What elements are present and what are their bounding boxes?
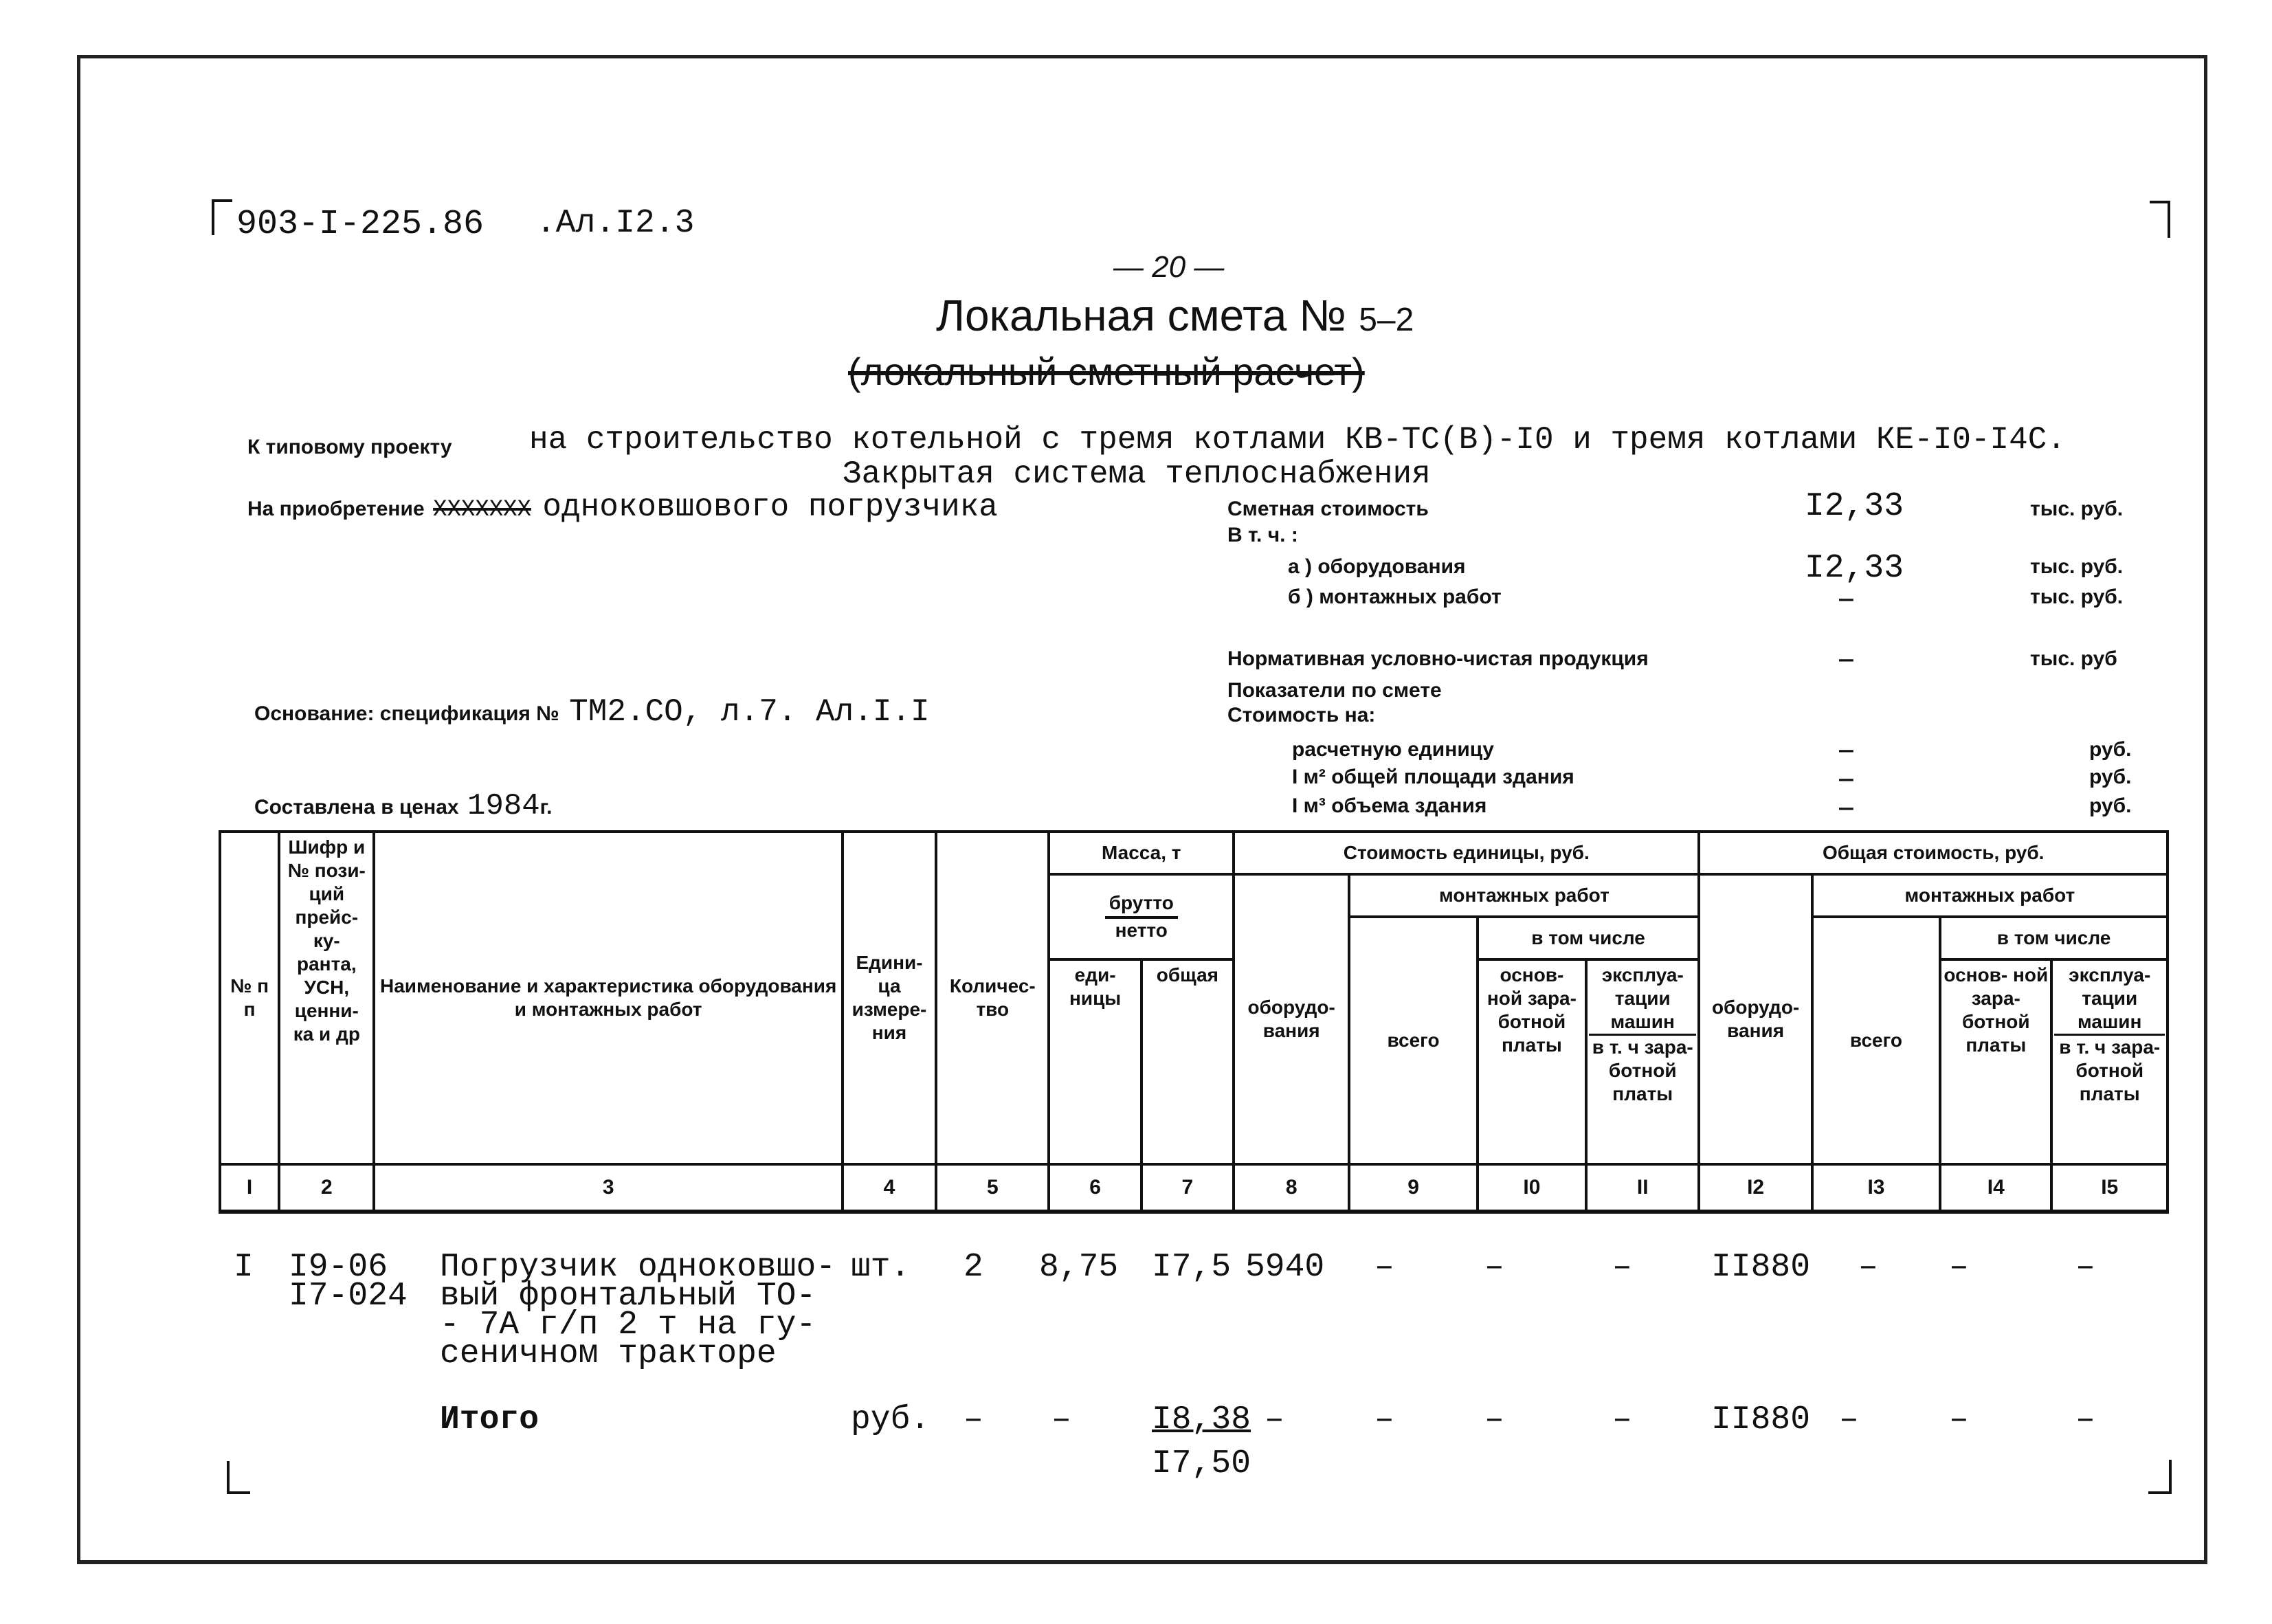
estimated-cost-label: Сметная стоимость: [1227, 498, 1429, 520]
equipment-unit: тыс. руб.: [2030, 555, 2124, 578]
row-mass-total: I7,5: [1152, 1249, 1232, 1286]
header-total-machines-sub: в т. ч зара- ботной платы: [2054, 1034, 2165, 1106]
page-number: — 20 —: [1113, 250, 1225, 284]
header-total-machines: [2051, 959, 2168, 1164]
title-number: 5–2: [1359, 302, 1414, 338]
row-code-2: I7-024: [289, 1278, 408, 1315]
total-unit-wages: –: [1484, 1401, 1504, 1438]
row-name-2: вый фронтальный ТО-: [440, 1278, 816, 1315]
header-qty: Количес- тво: [936, 832, 1049, 1164]
prices-line: [254, 789, 553, 823]
row-num: I: [234, 1249, 254, 1286]
acquisition-line: [247, 489, 998, 525]
header-total-install-total: всего: [1812, 917, 1940, 1164]
total-unit-machines: –: [1612, 1401, 1632, 1438]
header-unit-installation: монтажных работ: [1349, 874, 1699, 917]
installation-unit: тыс. руб.: [2030, 586, 2124, 608]
header-unit-equipment: оборудо- вания: [1234, 874, 1349, 1164]
row-total-equipment: II880: [1711, 1249, 1811, 1286]
col-number-15: I5: [2051, 1164, 2168, 1212]
col-number-2: 2: [279, 1164, 374, 1212]
col-number-5: 5: [936, 1164, 1049, 1212]
row-total-install: –: [1858, 1249, 1878, 1286]
header-num: № п п: [220, 832, 279, 1164]
normative-label: Нормативная условно-чистая продукция: [1227, 647, 1649, 670]
header-unit: Едини- ца измере- ния: [843, 832, 936, 1164]
row-unit: шт.: [851, 1249, 911, 1286]
title-text: Локальная смета №: [936, 291, 1346, 340]
sheet-reference: .Ал.I2.3: [536, 205, 695, 242]
total-total-install: –: [1839, 1401, 1859, 1438]
basis-label: Основание: спецификация №: [254, 702, 559, 725]
row-unit-install-total: –: [1374, 1249, 1394, 1286]
row-name-3: - 7А г/п 2 т на гу-: [440, 1306, 816, 1344]
equipment-label: а ) оборудования: [1288, 555, 1466, 578]
total-mass-unit: –: [1051, 1401, 1071, 1438]
col-number-4: 4: [843, 1164, 936, 1212]
header-total-installation: монтажных работ: [1812, 874, 2168, 917]
project-line-1: на строительство котельной с тремя котлами КВ-ТС(В)-I0 и тремя котлами КЕ-I0-I4С.: [529, 422, 2066, 458]
basis-value: ТМ2.СО, л.7. Ал.I.I: [569, 694, 930, 730]
area-indicator-label: I м² общей площади здания: [1292, 766, 1574, 788]
col-number-6: 6: [1049, 1164, 1141, 1212]
col-number-11: II: [1586, 1164, 1699, 1212]
total-mass-netto: I7,50: [1152, 1445, 1251, 1482]
indicators-label: Показатели по смете: [1227, 679, 1442, 702]
header-unit-cost: Стоимость единицы, руб.: [1234, 832, 1699, 874]
volume-indicator-unit: руб.: [2089, 794, 2132, 817]
header-code: Шифр и № пози- ций прейс- ку- ранта, УСН, ценни- ка и др: [279, 832, 374, 1164]
total-label: Итого: [440, 1401, 539, 1438]
corner-mark-top-right: [2150, 201, 2170, 238]
total-mass-brutto: I8,38: [1152, 1401, 1251, 1438]
header-total-incl: в том числе: [1940, 917, 2168, 959]
area-indicator-unit: руб.: [2089, 766, 2132, 788]
basis-line: [254, 694, 930, 730]
unit-indicator-label: расчетную единицу: [1292, 738, 1494, 761]
corner-mark-bottom-left: [227, 1461, 250, 1494]
prices-year: 1984: [467, 789, 540, 823]
unit-indicator-unit: руб.: [2089, 738, 2132, 761]
area-indicator-value: –: [1836, 761, 1856, 799]
row-unit-wages: –: [1484, 1249, 1504, 1286]
col-number-13: I3: [1812, 1164, 1940, 1212]
row-unit-machines: –: [1612, 1249, 1632, 1286]
installation-value: –: [1836, 581, 1856, 619]
equipment-value: I2,33: [1805, 550, 1904, 587]
col-number-12: I2: [1699, 1164, 1812, 1212]
header-mass-unit: еди- ницы: [1049, 959, 1141, 1164]
prices-label: Составлена в ценах: [254, 796, 459, 819]
acquisition-label: На приобретение: [247, 498, 425, 520]
col-number-1: I: [220, 1164, 279, 1212]
normative-unit: тыс. руб: [2030, 647, 2117, 670]
installation-label: б ) монтажных работ: [1288, 586, 1502, 608]
acquisition-value: одноковшового погрузчика: [542, 489, 998, 525]
incl-label: В т. ч. :: [1227, 524, 1298, 546]
total-unit: руб.: [851, 1401, 931, 1438]
acquisition-struck: XXXXXXX: [433, 497, 531, 523]
header-mass-total: общая: [1141, 959, 1234, 1164]
cost-for-label: Стоимость на:: [1227, 704, 1376, 726]
header-total-cost: Общая стоимость, руб.: [1699, 832, 2168, 874]
row-name-4: сеничном тракторе: [440, 1335, 777, 1372]
volume-indicator-label: I м³ объема здания: [1292, 794, 1487, 817]
unit-indicator-value: –: [1836, 733, 1856, 770]
page-subtitle: (локальный сметный расчет): [848, 350, 1365, 393]
row-unit-equipment: 5940: [1245, 1249, 1325, 1286]
header-unit-install-total: всего: [1349, 917, 1477, 1164]
row-name-1: Погрузчик одноковшо-: [440, 1249, 836, 1286]
total-total-wages: –: [1949, 1401, 1969, 1438]
header-unit-incl: в том числе: [1478, 917, 1700, 959]
col-number-14: I4: [1940, 1164, 2051, 1212]
header-unit-machines-sub: в т. ч зара- ботной платы: [1589, 1034, 1696, 1106]
row-total-machines: –: [2075, 1249, 2095, 1286]
row-total-wages: –: [1949, 1249, 1969, 1286]
header-unit-machines: [1586, 959, 1699, 1164]
normative-value: –: [1836, 642, 1856, 679]
page-title: [936, 290, 1414, 341]
header-mass: Масса, т: [1049, 832, 1234, 874]
col-number-10: I0: [1478, 1164, 1586, 1212]
total-total-machines: –: [2075, 1401, 2095, 1438]
total-unit-install-total: –: [1374, 1401, 1394, 1438]
header-total-equipment: оборудо- вания: [1699, 874, 1812, 1164]
header-brutto: брутто: [1105, 891, 1178, 919]
estimated-cost-unit: тыс. руб.: [2030, 498, 2124, 520]
estimate-header-table: [219, 830, 2169, 1214]
project-line-2: Закрытая система теплоснабжения: [843, 456, 1431, 492]
row-mass-unit: 8,75: [1039, 1249, 1119, 1286]
total-qty: –: [964, 1401, 983, 1438]
corner-mark-top-left: [212, 199, 232, 235]
col-number-8: 8: [1234, 1164, 1349, 1212]
document-code: 903-I-225.86: [236, 205, 485, 244]
header-name: Наименование и характеристика оборудования и монтажных работ: [374, 832, 842, 1164]
header-unit-wages: основ- ной зара- ботной платы: [1478, 959, 1586, 1164]
row-code-1: I9-06: [289, 1249, 388, 1286]
prices-suffix: г.: [539, 796, 553, 819]
project-label: К типовому проекту: [247, 436, 452, 458]
col-number-7: 7: [1141, 1164, 1234, 1212]
total-unit-equipment: –: [1265, 1401, 1284, 1438]
row-qty: 2: [964, 1249, 983, 1286]
header-total-machines-label: эксплуа- тации машин: [2069, 964, 2151, 1032]
header-unit-machines-label: эксплуа- тации машин: [1601, 964, 1684, 1032]
header-netto: нетто: [1115, 920, 1168, 941]
header-brutto-netto: [1049, 874, 1234, 959]
col-number-9: 9: [1349, 1164, 1477, 1212]
total-total-equipment: II880: [1711, 1401, 1811, 1438]
volume-indicator-value: –: [1836, 790, 1856, 827]
corner-mark-bottom-right: [2148, 1460, 2172, 1494]
col-number-3: 3: [374, 1164, 842, 1212]
estimated-cost-value: I2,33: [1805, 488, 1904, 525]
header-total-wages: основ- ной зара- ботной платы: [1940, 959, 2051, 1164]
